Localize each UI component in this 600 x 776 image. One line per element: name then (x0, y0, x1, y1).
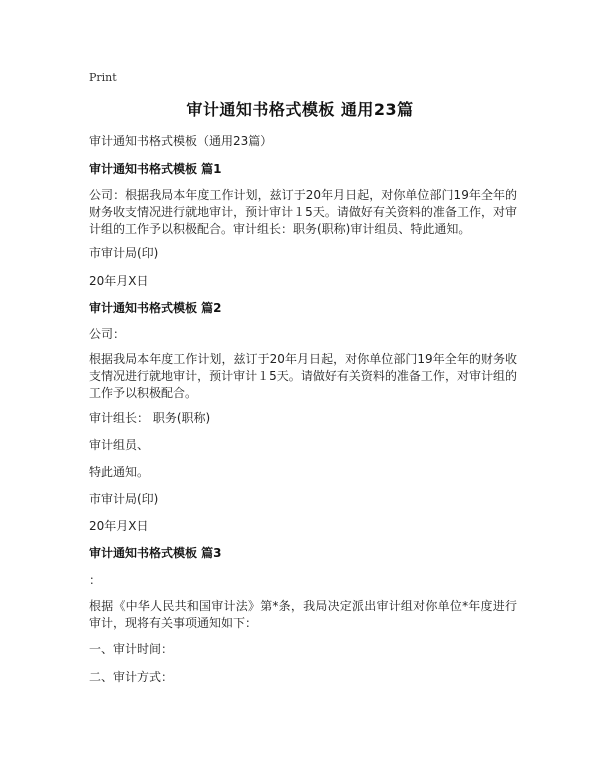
document-title: 审计通知书格式模板 通用23篇 (186, 100, 414, 119)
section-3-paragraph: 根据《中华人民共和国审计法》第*条，我局决定派出审计组对你单位*年度进行审计，现将有关事项通知如下： (89, 599, 517, 630)
section-3-item-1: 一、审计时间： (89, 642, 174, 656)
section-2-heading: 审计通知书格式模板 篇2 (89, 301, 222, 315)
section-2-members: 审计组员、 (89, 438, 150, 452)
section-3-item-2: 二、审计方式： (89, 670, 174, 684)
section-1-date: 20年月X日 (89, 274, 149, 288)
section-2-notice: 特此通知。 (89, 465, 150, 479)
section-2-date: 20年月X日 (89, 519, 149, 533)
section-2-paragraph: 根据我局本年度工作计划，兹订于20年月日起，对你单位部门19年全年的财务收支情况进行就地审计，预计审计１5天。请做好有关资料的准备工作，对审计组的工作予以积极配合。 (89, 352, 517, 400)
section-1-heading: 审计通知书格式模板 篇1 (89, 162, 222, 176)
section-2-signoff: 市审计局(印) (89, 492, 159, 506)
section-3-greeting: ： (89, 573, 102, 587)
print-label: Print (89, 71, 117, 84)
section-2-greeting: 公司： (89, 327, 126, 341)
document-subtitle: 审计通知书格式模板（通用23篇） (89, 134, 273, 148)
section-3-heading: 审计通知书格式模板 篇3 (89, 546, 222, 560)
section-2-leader: 审计组长： 职务(职称) (89, 411, 211, 425)
section-1-signoff: 市审计局(印) (89, 246, 159, 260)
section-1-paragraph: 公司：根据我局本年度工作计划，兹订于20年月日起，对你单位部门19年全年的财务收支情况进行就地审计，预计审计１5天。请做好有关资料的准备工作，对审计组的工作予以积极配合。审计组长：职务(职称)审计组员、特此通知。 (89, 188, 517, 236)
